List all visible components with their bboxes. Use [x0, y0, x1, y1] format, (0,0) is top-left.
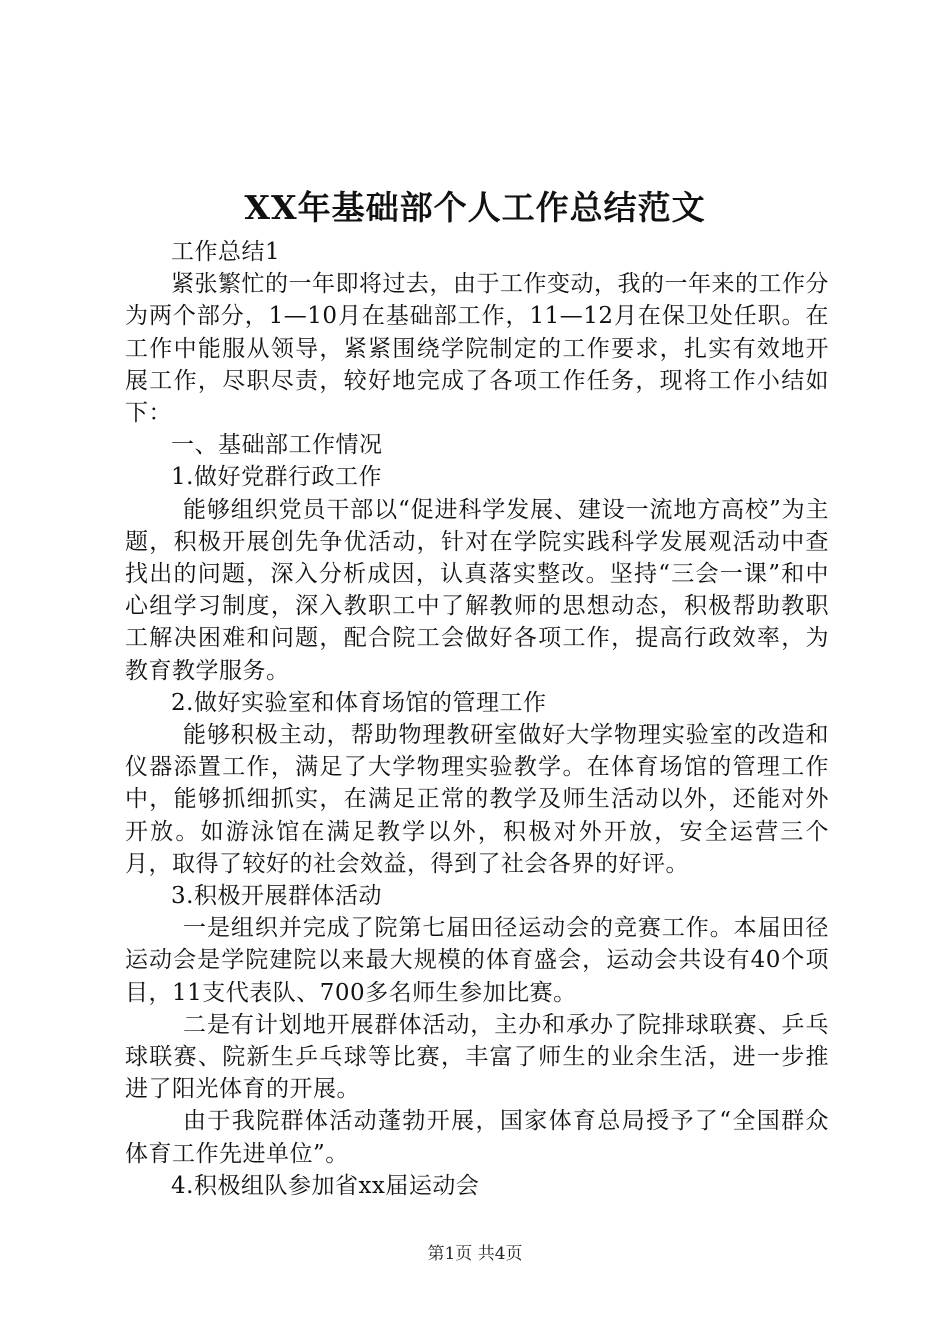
body-paragraph: 能够组织党员干部以“促进科学发展、建设一流地方高校”为主题，积极开展创先争优活动，针对在学院实践科学发展观活动中查找出的问题，深入分析成因，认真落实整改。坚持“三会一课”和中心组学习制度，深入教职工中了解教师的思想动态，积极帮助教职工解决困难和问题，配合院工会做好各项工作，提高行政效率，为教育教学服务。 — [125, 496, 829, 684]
body-paragraph: 由于我院群体活动蓬勃开展，国家体育总局授予了“全国群众体育工作先进单位”。 — [125, 1108, 829, 1167]
subsection-heading: 2.做好实验室和体育场馆的管理工作 — [171, 689, 547, 716]
body-paragraph: 一是组织并完成了院第七届田径运动会的竞赛工作。本届田径运动会是学院建院以来最大规模的体育盛会，运动会共设有40个项目，11支代表队、700多名师生参加比赛。 — [125, 915, 829, 1006]
document-body — [125, 236, 829, 1202]
subsection-heading: 1.做好党群行政工作 — [171, 464, 382, 491]
subsection-heading: 4.积极组队参加省xx届运动会 — [171, 1172, 480, 1199]
section-heading: 一、基础部工作情况 — [171, 432, 383, 459]
subsection-heading: 3.积极开展群体活动 — [171, 883, 382, 910]
page-footer: 第1页 共4页 — [427, 1244, 523, 1264]
section-label: 工作总结1 — [171, 239, 281, 265]
body-paragraph: 二是有计划地开展群体活动，主办和承办了院排球联赛、乒乓球联赛、院新生乒乓球等比赛，丰富了师生的业余生活，进一步推进了阳光体育的开展。 — [125, 1011, 829, 1103]
document-title: XX年基础部个人工作总结范文 — [244, 188, 706, 227]
body-paragraph: 紧张繁忙的一年即将过去，由于工作变动，我的一年来的工作分为两个部分，1—10月在基础部工作，11—12月在保卫处任职。在工作中能服从领导，紧紧围绕学院制定的工作要求，扎实有效地开展工作，尽职尽责，较好地完成了各项工作任务，现将工作小结如下： — [125, 271, 829, 427]
body-paragraph: 能够积极主动，帮助物理教研室做好大学物理实验室的改造和仪器添置工作，满足了大学物理实验教学。在体育场馆的管理工作中，能够抓细抓实，在满足正常的教学及师生活动以外，还能对外开放。如游泳馆在满足教学以外，积极对外开放，安全运营三个月，取得了较好的社会效益，得到了社会各界的好评。 — [125, 722, 829, 877]
